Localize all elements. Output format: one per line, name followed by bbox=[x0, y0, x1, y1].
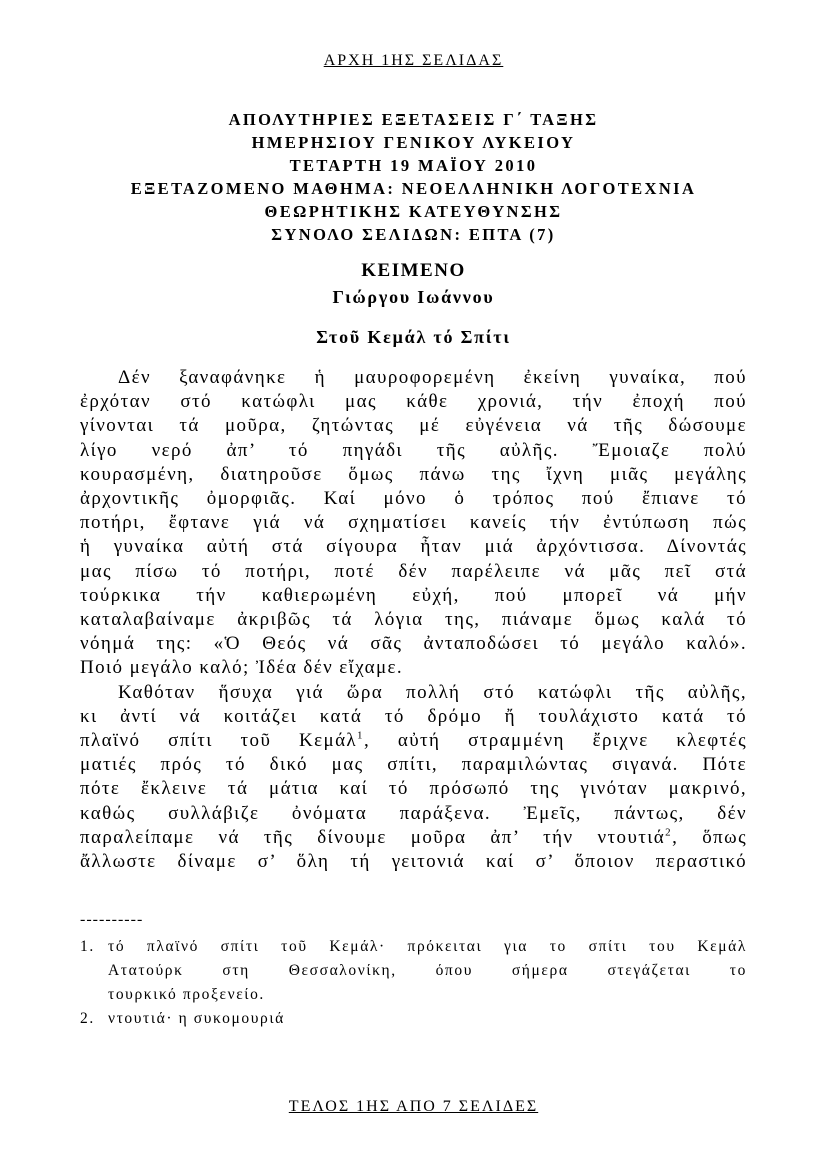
footnote-body bbox=[108, 935, 747, 1007]
literary-text bbox=[80, 366, 747, 874]
work-title: Στοῦ Κεμάλ τό Σπίτι bbox=[316, 327, 511, 347]
text-fragment: , ὅπως bbox=[672, 826, 747, 848]
footnote-body bbox=[108, 1007, 747, 1031]
text-line: ἀρχοντικῆς ὀμορφιᾶς. Καί μόνο ὁ τρόπος πού ἔπιανε τό bbox=[80, 488, 747, 510]
text-fragment: πλαϊνό σπίτι τοῦ Κεμάλ bbox=[80, 730, 358, 752]
text-line: τούρκικα τήν καθιερωμένη εὐχή, πού μπορεῖ νά μήν bbox=[80, 584, 747, 606]
text-line: μας πίσω τό ποτήρι, ποτέ δέν παρέλειπε νά μᾶς πεῖ στά bbox=[80, 560, 747, 582]
text-line: λίγο νερό ἀπ’ τό πηγάδι τῆς αὐλῆς. Ἔμοιαζε πολύ bbox=[80, 439, 747, 461]
page-footer: ΤΕΛΟΣ 1ΗΣ ΑΠΟ 7 ΣΕΛΙΔΕΣ bbox=[288, 1098, 539, 1115]
text-line: ἄλλωστε δίναμε σ’ ὅλη τή γειτονιά καί σ’ ὅποιον περαστικό bbox=[80, 851, 747, 873]
exam-line: ΑΠΟΛΥΤΗΡΙΕΣ ΕΞΕΤΑΣΕΙΣ Γ΄ ΤΑΞΗΣ bbox=[228, 110, 599, 129]
footnote-line: Ατατούρκ στη Θεσσαλονίκη, όπου σήμερα στεγάζεται το bbox=[108, 962, 747, 979]
exam-line: ΣΥΝΟΛΟ ΣΕΛΙΔΩΝ: ΕΠΤΑ (7) bbox=[271, 225, 556, 244]
exam-line: ΘΕΩΡΗΤΙΚΗΣ ΚΑΤΕΥΘΥΝΣΗΣ bbox=[264, 202, 563, 221]
footnote-line: τό πλαϊνό σπίτι τοῦ Κεμάλ· πρόκειται για το σπίτι του Κεμάλ bbox=[108, 938, 747, 955]
footnote-line: τουρκικό προξενείο. bbox=[108, 986, 265, 1003]
text-line-with-footnote bbox=[80, 729, 747, 753]
footnote-number: 1. bbox=[80, 938, 95, 955]
exam-line: ΗΜΕΡΗΣΙΟΥ ΓΕΝΙΚΟΥ ΛΥΚΕΙΟΥ bbox=[251, 133, 576, 152]
footnote-ref-2: 2 bbox=[665, 826, 673, 839]
text-line: Δέν ξαναφάνηκε ἡ μαυροφορεμένη ἐκείνη γυναίκα, πού bbox=[118, 367, 747, 388]
text-line: καταλαβαίναμε ἀκριβῶς τά λόγια της, πιάναμε ὅμως καλά τό bbox=[80, 609, 747, 631]
text-line-with-footnote bbox=[80, 826, 747, 850]
paragraph-1 bbox=[80, 366, 747, 681]
footnotes bbox=[80, 935, 747, 1031]
text-line: πότε ἔκλεινε τά μάτια καί τό πρόσωπό της γινόταν μακρινό, bbox=[80, 778, 747, 800]
text-line: γίνονται τά μοῦρα, ζητώντας μέ εὐγένεια νά τῆς δώσουμε bbox=[80, 415, 747, 437]
section-title: ΚΕΙΜΕΝΟ bbox=[361, 260, 466, 281]
exam-line: ΕΞΕΤΑΖΟΜΕΝΟ ΜΑΘΗΜΑ: ΝΕΟΕΛΛΗΝΙΚΗ ΛΟΓΟΤΕΧΝΙΑ bbox=[130, 179, 697, 198]
text-line: ματιές πρός τό δικό μας σπίτι, παραμιλώντας σιγανά. Πότε bbox=[80, 754, 747, 776]
exam-info-block bbox=[0, 108, 827, 246]
paragraph-2 bbox=[80, 681, 747, 875]
text-line: Ποιό μεγάλο καλό; Ἰδέα δέν εἴχαμε. bbox=[80, 657, 404, 679]
text-line: ποτήρι, ἔφτανε γιά νά σχηματίσει κανείς τήν ἐντύπωση πώς bbox=[80, 512, 747, 534]
text-line: κουρασμένη, διατηροῦσε ὅμως πάνω της ἴχνη μιᾶς μεγάλης bbox=[80, 463, 747, 485]
text-line: ἐρχόταν στό κατώφλι μας κάθε χρονιά, τήν ἐποχή πού bbox=[80, 391, 747, 413]
footnote-1 bbox=[80, 935, 747, 1007]
text-fragment: παραλείπαμε νά τῆς δίνουμε μοῦρα ἀπ’ τήν ντουτιά bbox=[80, 826, 666, 848]
text-fragment: , αὐτή στραμμένη ἔριχνε κλεφτές bbox=[363, 730, 747, 752]
footnote-line: ντουτιά· η συκομουριά bbox=[108, 1010, 285, 1027]
footnote-ref-1: 1 bbox=[357, 729, 364, 742]
exam-line: ΤΕΤΑΡΤΗ 19 ΜΑΪΟΥ 2010 bbox=[289, 156, 538, 175]
text-line: κι ἀντί νά κοιτάζει κατά τό δρόμο ἤ τουλάχιστο κατά τό bbox=[80, 705, 747, 727]
footnote-2 bbox=[80, 1007, 747, 1031]
text-line: ἡ γυναίκα αὐτή στά σίγουρα ἦταν μιά ἀρχόντισσα. Δίνοντάς bbox=[80, 536, 747, 558]
footnote-number: 2. bbox=[80, 1010, 95, 1027]
text-line: νόημά της: «Ὁ Θεός νά σᾶς ἀνταποδώσει τό μεγάλο καλό». bbox=[80, 633, 747, 655]
author-name: Γιώργου Ιωάννου bbox=[332, 287, 495, 307]
footnote-divider: ---------- bbox=[80, 911, 144, 928]
text-line: Καθόταν ἥσυχα γιά ὥρα πολλή στό κατώφλι τῆς αὐλῆς, bbox=[118, 681, 747, 703]
page-header: ΑΡΧΗ 1ΗΣ ΣΕΛΙΔΑΣ bbox=[323, 52, 504, 69]
text-line: καθώς συλλάβιζε ὀνόματα παράξενα. Ἐμεῖς, πάντως, δέν bbox=[80, 802, 747, 824]
